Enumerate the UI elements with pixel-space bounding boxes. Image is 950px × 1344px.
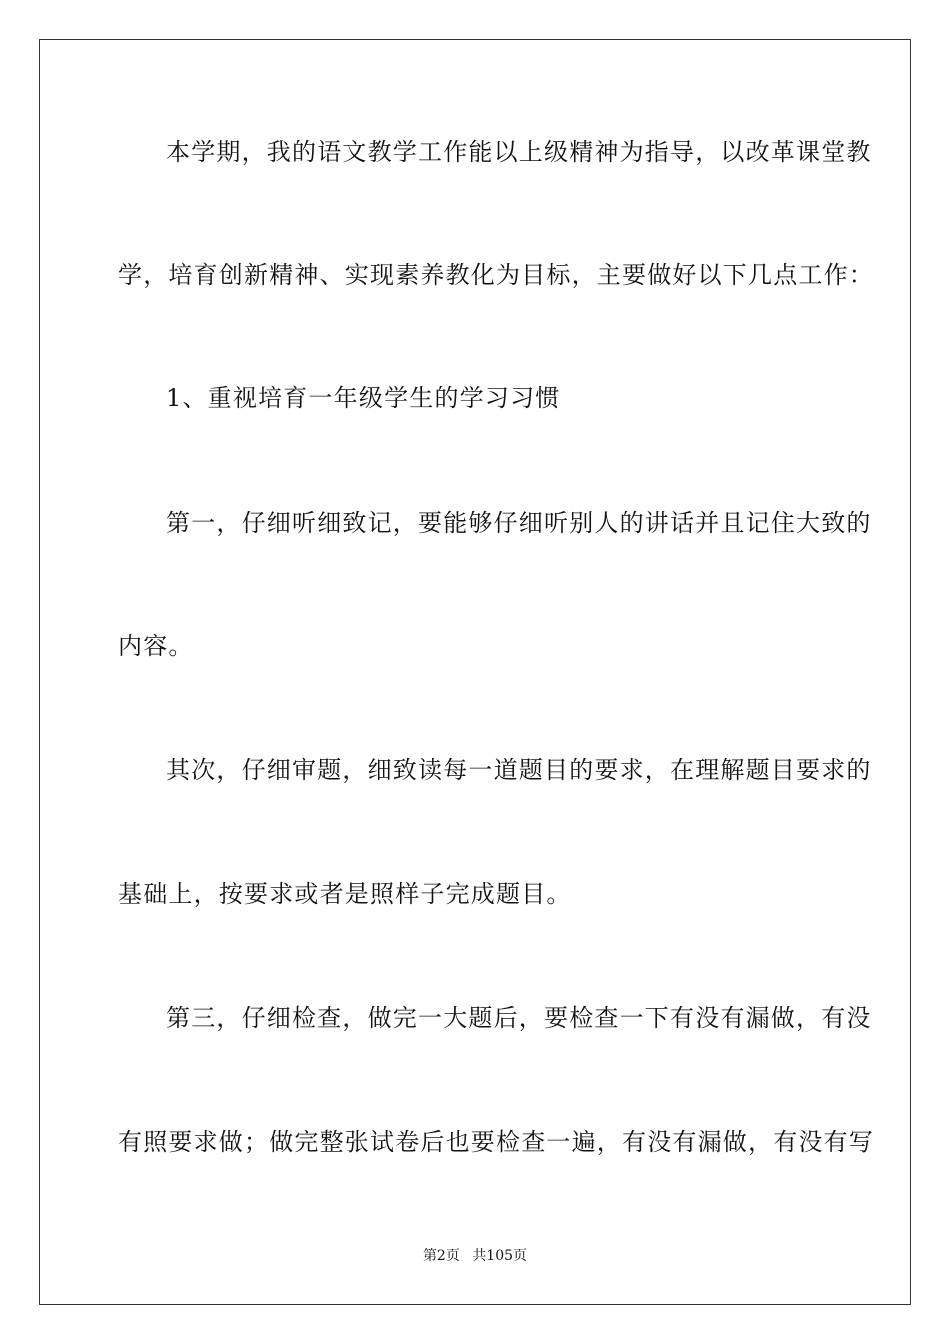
paragraph-line-1: 本学期，我的语文教学工作能以上级精神为指导，以改革课堂教 bbox=[166, 138, 872, 166]
paragraph-line-6: 基础上，按要求或者是照样子完成题目。 bbox=[118, 880, 572, 908]
page-total: 共105页 bbox=[472, 1248, 528, 1264]
page-number: 第2页 bbox=[422, 1248, 460, 1264]
section-heading: 1、重视培育一年级学生的学习习惯 bbox=[166, 384, 561, 412]
paragraph-line-2: 学，培育创新精神、实现素养教化为目标，主要做好以下几点工作： bbox=[118, 261, 874, 289]
paragraph-line-8: 有照要求做；做完整张试卷后也要检查一遍，有没有漏做，有没有写 bbox=[118, 1128, 874, 1156]
paragraph-line-7: 第三，仔细检查，做完一大题后，要检查一下有没有漏做，有没 bbox=[166, 1004, 872, 1032]
paragraph-line-5: 其次，仔细审题，细致读每一道题目的要求，在理解题目要求的 bbox=[166, 756, 872, 784]
page-footer bbox=[0, 1247, 950, 1265]
paragraph-line-3: 第一，仔细听细致记，要能够仔细听别人的讲话并且记住大致的 bbox=[166, 509, 872, 537]
page-frame bbox=[39, 39, 911, 1305]
paragraph-line-4: 内容。 bbox=[118, 632, 194, 660]
